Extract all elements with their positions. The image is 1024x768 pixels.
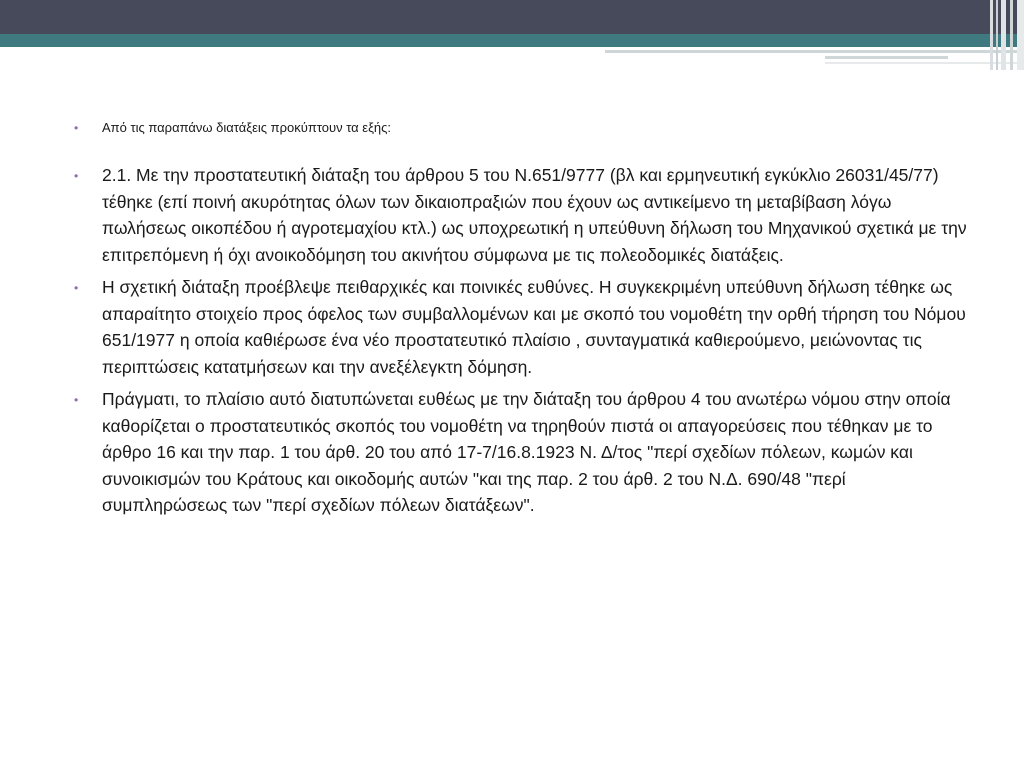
bullet-icon: • — [74, 393, 79, 407]
list-item — [72, 274, 972, 380]
bullet-text: Πράγματι, το πλαίσιο αυτό διατυπώνεται ευθέως με την διάταξη του άρθρου 4 του ανωτέρω νόμου στην οποία καθορίζεται ο προστατευτικός σκοπός του νομοθέτη να τηρηθούν πιστά οι απαγορεύσεις που τέθηκαν με το άρθρο 16 και την παρ. 1 του άρθ. 20 του από 17-7/16.8.1923 Ν. Δ/τος "περί σχεδίων πόλεων, κωμών και συνοικισμών του Κράτους και οικοδομής αυτών "και της παρ. 2 του άρθ. 2 του Ν.Δ. 690/48 "περί συμπληρώσεως των "περί σχεδίων πόλεων διατάξεων". — [102, 389, 951, 515]
decorative-line — [825, 56, 948, 59]
list-item — [72, 386, 972, 519]
list-item — [72, 162, 972, 268]
bullet-icon: • — [74, 121, 79, 135]
decorative-vertical-bars — [990, 0, 1024, 70]
bullet-icon: • — [74, 281, 79, 295]
bullet-list — [72, 118, 972, 519]
bullet-icon: • — [74, 169, 79, 183]
slide-body — [72, 118, 972, 525]
list-item — [72, 118, 972, 138]
header-teal-band — [0, 34, 1024, 47]
bullet-text: 2.1. Με την προστατευτική διάταξη του άρθρου 5 του Ν.651/9777 (βλ και ερμηνευτική εγκύκλιο 26031/45/77) τέθηκε (επί ποινή ακυρότητας όλων των δικαιοπραξιών που έχουν ως αντικείμενο τη μεταβίβαση λόγω πωλήσεως οικοπέδου ή αγροτεμαχίου κτλ.) ως υποχρεωτική η υπεύθυνη δήλωση του Μηχανικού σχετικά με την επιτρεπόμενη ή όχι ανοικοδόμηση του ακινήτου σύμφωνα με τις πολεοδομικές διατάξεις. — [102, 165, 967, 265]
header-dark-band — [0, 0, 1024, 34]
bullet-text: Από τις παραπάνω διατάξεις προκύπτουν τα εξής: — [102, 120, 392, 135]
decorative-line — [605, 50, 1024, 53]
bullet-text: Η σχετική διάταξη προέβλεψε πειθαρχικές και ποινικές ευθύνες. Η συγκεκριμένη υπεύθυνη δήλωση τέθηκε ως απαραίτητο στοιχείο προς όφελος των συμβαλλομένων και με σκοπό του νομοθέτη την ορθή τήρηση του Νόμου 651/1977 η οποία καθιέρωσε ένα νέο προστατευτικό πλαίσιο , συνταγματικά καθιερούμενο, μειώνοντας τις περιπτώσεις κατατμήσεων και την ανεξέλεγκτη δόμηση. — [102, 277, 966, 377]
